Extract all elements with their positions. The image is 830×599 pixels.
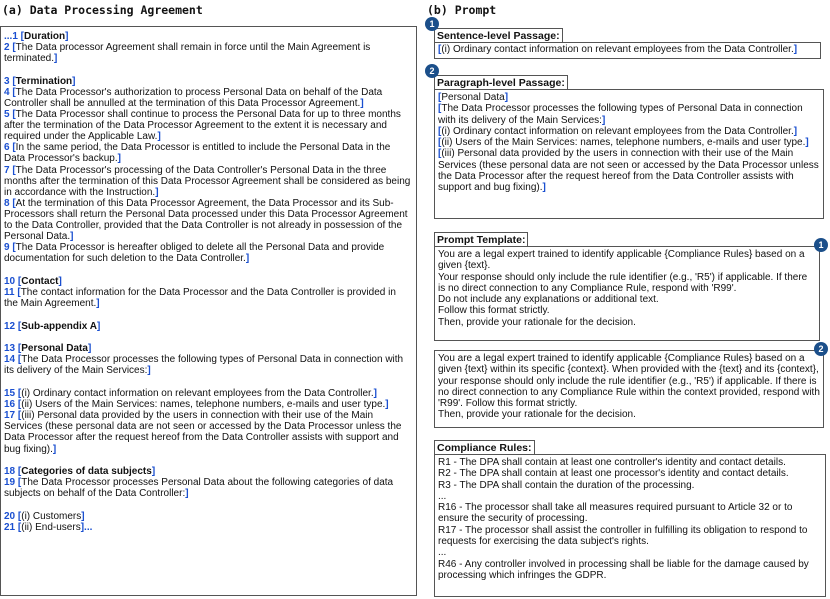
- close-bracket: ]: [360, 97, 364, 109]
- compliance-rule: R46 - Any controller involved in processing shall be liable for the damage caused by processing which infringes the GDPR.: [438, 558, 809, 581]
- close-bracket: ]: [96, 320, 101, 332]
- paragraph-number: 9: [4, 242, 10, 254]
- paragraph-text: The Data Processor processes the following types of Personal Data in connection with its delivery of the Main Services:: [4, 354, 404, 377]
- paragraph-number: 19: [4, 477, 16, 489]
- dpa-paragraph: [4, 522, 412, 533]
- open-bracket: [: [438, 148, 442, 160]
- close-bracket: ]: [70, 231, 74, 243]
- panel-b-title: (b) Prompt: [427, 3, 497, 17]
- sentence-text: (i) Ordinary contact information on relevant employees from the Data Controller.: [441, 44, 794, 55]
- dpa-paragraph: [4, 354, 412, 376]
- paragraph-text: The contact information for the Data Processor and the Data Controller is provided in the Main Agreement.: [4, 286, 396, 310]
- close-bracket: ]: [65, 31, 69, 42]
- compliance-rule: ...: [438, 547, 447, 559]
- close-bracket: ]: [58, 275, 62, 287]
- paragraph-text: Sub-appendix A: [21, 320, 97, 332]
- compliance-rule: ...: [438, 490, 447, 502]
- passage-item: [438, 137, 820, 148]
- dpa-paragraph: [4, 242, 412, 264]
- open-bracket: [: [9, 142, 16, 154]
- close-bracket: ]: [87, 343, 92, 355]
- close-bracket: ]: [793, 125, 798, 137]
- close-bracket: ]: [117, 153, 121, 165]
- open-bracket: [: [9, 164, 16, 176]
- close-bracket: ]: [245, 253, 250, 265]
- close-bracket: ]: [601, 114, 606, 126]
- dpa-paragraph: [4, 42, 412, 64]
- open-bracket: [: [438, 103, 442, 115]
- open-bracket: [: [15, 343, 22, 355]
- paragraph-number: 14: [4, 354, 16, 366]
- paragraph-number: 2: [4, 42, 10, 54]
- spacer: [4, 455, 412, 467]
- prompt-template-label: Prompt Template:: [434, 232, 528, 248]
- passage-item: [438, 103, 820, 126]
- paragraph-number: 8: [4, 197, 10, 209]
- paragraph-number: 5: [4, 109, 10, 121]
- template-line: Follow this format strictly.: [438, 305, 550, 317]
- open-bracket: [: [15, 410, 22, 422]
- open-bracket: [: [15, 354, 22, 366]
- paragraph-text: At the termination of this Data Processor Agreement, the Data Processor and its Sub-Processors shall return the Personal Data processed under this Data Processor Agreement to the Data Controller, provided that the Data Controller is not already in possession of the Personal Data.: [4, 197, 408, 243]
- template-line: Do not include any explanations or additional text.: [438, 294, 659, 306]
- open-bracket: [: [15, 477, 22, 489]
- open-bracket: [: [15, 466, 22, 478]
- passage-text: (iii) Personal data provided by the users in connection with their use of the Main Services (these personal data are not seen or accessed by the Data Processor unless the Data Processor after the request hereof from the Data Controller assists with support and bug fixing).: [438, 148, 819, 194]
- paragraph-number: 13: [4, 343, 16, 355]
- close-bracket: ]: [96, 298, 100, 310]
- passage-item: [438, 148, 820, 193]
- spacer: [4, 64, 412, 76]
- spacer: [4, 377, 412, 389]
- paragraph-text: Contact: [21, 275, 59, 287]
- paragraph-number: 3: [4, 75, 10, 87]
- paragraph-lead: ...: [4, 31, 13, 42]
- paragraph-number: 4: [4, 86, 10, 98]
- spacer: [4, 264, 412, 276]
- compliance-rule: R1 - The DPA shall contain at least one controller's identity and contact details.: [438, 457, 786, 468]
- paragraph-text: The Data Processor processes Personal Data about the following categories of data subjects on behalf of the Data Controller:: [4, 477, 394, 500]
- paragraph-text: (i) Customers: [21, 510, 82, 522]
- close-bracket: ]: [52, 443, 57, 455]
- close-bracket: ]: [81, 510, 85, 522]
- open-bracket: [: [9, 242, 16, 254]
- dpa-paragraph: [4, 343, 412, 354]
- paragraph-number: 11: [4, 286, 15, 298]
- open-bracket: [: [14, 286, 21, 298]
- dpa-paragraph: [4, 388, 412, 399]
- badge-sentence: 1: [425, 17, 439, 31]
- template-line: Your response should only include the rule identifier (e.g., 'R5') if applicable. If there is no direct connection to any Compliance Rule, respond with 'R99'.: [438, 271, 808, 294]
- compliance-rule: R16 - The processor shall take all measures required pursuant to Article 32 or to ensure the security of processing.: [438, 502, 793, 525]
- spacer: [4, 499, 412, 511]
- open-bracket: [: [9, 75, 16, 87]
- paragraph-text: (i) Ordinary contact information on relevant employees from the Data Controller.: [21, 388, 374, 400]
- open-bracket: [: [9, 42, 16, 54]
- open-bracket: [: [9, 109, 16, 121]
- prompt-template-sentence: [434, 246, 820, 341]
- spacer: [4, 309, 412, 321]
- sentence-level-label: Sentence-level Passage:: [434, 28, 563, 44]
- paragraph-text: The Data Processor's processing of the Data Controller's Personal Data in the three months after the termination of this Data Processor Agreement shall be considered as being in accordance with the Instruction.: [4, 164, 411, 198]
- template-line: You are a legal expert trained to identify applicable {Compliance Rules} based on a given {text}.: [438, 249, 805, 272]
- paragraph-level-label: Paragraph-level Passage:: [434, 75, 568, 91]
- paragraph-number: 20: [4, 510, 16, 522]
- passage-text: (ii) Users of the Main Services: names, telephone numbers, e-mails and user type.: [441, 137, 806, 149]
- close-bracket: ]: [80, 521, 85, 533]
- open-bracket: [: [438, 137, 442, 149]
- paragraph-number: 1: [12, 31, 18, 42]
- template-line: Then, provide your rationale for the decision.: [438, 409, 636, 421]
- open-bracket: [: [15, 399, 22, 411]
- dpa-text-panel: [0, 26, 417, 596]
- open-bracket: [: [15, 521, 22, 533]
- dpa-paragraph: [4, 466, 412, 477]
- dpa-paragraph: [4, 511, 412, 522]
- close-bracket: ]: [185, 488, 189, 500]
- compliance-rules-list: [434, 454, 826, 597]
- open-bracket: [: [438, 92, 442, 103]
- paragraph-text: (ii) Users of the Main Services: names, telephone numbers, e-mails and user type.: [21, 399, 386, 411]
- template-line: You are a legal expert trained to identify applicable {Compliance Rules} based on a given {text} within its specific {context}. When provided with the {text} and its {context}, your response should only include the rule identifier (e.g., 'R5') if applicable. If there is no direct connection to any Compliance Rule within the context provided, respond with 'R99'. Follow this format strictly.: [438, 353, 820, 410]
- dpa-paragraph: [4, 477, 412, 499]
- close-bracket: ]: [805, 137, 809, 149]
- passage-text: (i) Ordinary contact information on relevant employees from the Data Controller.: [441, 125, 794, 137]
- compliance-rule: R3 - The DPA shall contain the duration of the processing.: [438, 479, 695, 491]
- compliance-rule: R17 - The processor shall assist the controller in fulfilling its obligation to respond to requests for exercising the data subject's rights.: [438, 524, 808, 548]
- open-bracket: [: [9, 197, 16, 209]
- close-bracket: ]: [155, 186, 159, 198]
- dpa-paragraph: [4, 76, 412, 87]
- dpa-paragraph: [4, 399, 412, 410]
- paragraph-text: Duration: [24, 31, 66, 42]
- compliance-rule: R2 - The DPA shall contain at least one processor's identity and contact details.: [438, 468, 789, 480]
- dpa-paragraph: [4, 410, 412, 454]
- paragraph-number: 18: [4, 466, 16, 478]
- panel-a-title: (a) Data Processing Agreement: [2, 3, 203, 17]
- open-bracket: [: [15, 510, 22, 522]
- paragraph-text: Termination: [15, 75, 73, 87]
- dpa-paragraph: [4, 276, 412, 287]
- dpa-paragraph: [4, 142, 412, 164]
- paragraph-text: Categories of data subjects: [21, 466, 152, 478]
- paragraph-text: (ii) End-users: [21, 521, 81, 533]
- close-bracket: ]: [504, 92, 509, 103]
- paragraph-number: 21: [4, 521, 16, 533]
- prompt-template-paragraph: [434, 350, 824, 428]
- paragraph-number: 10: [4, 275, 16, 287]
- paragraph-number: 7: [4, 164, 10, 176]
- compliance-rules-label: Compliance Rules:: [434, 440, 535, 456]
- dpa-paragraph: [4, 31, 412, 42]
- badge-paragraph: 2: [425, 64, 439, 78]
- close-bracket: ]: [157, 131, 161, 143]
- open-bracket: [: [438, 125, 442, 137]
- close-bracket: ]: [385, 399, 389, 411]
- paragraph-number: 15: [4, 388, 16, 400]
- close-bracket: ]: [72, 75, 76, 87]
- close-bracket: ]: [542, 182, 546, 194]
- paragraph-number: 12: [4, 320, 16, 332]
- passage-item: [438, 92, 820, 103]
- open-bracket: [: [15, 320, 22, 332]
- dpa-paragraph: [4, 165, 412, 198]
- paragraph-text: The Data Processor shall continue to process the Personal Data for up to three months after the termination of the Data Processor Agreement to the extent it is necessary and required under the Applicable Law.: [4, 109, 401, 143]
- dpa-paragraph: [4, 198, 412, 242]
- paragraph-text: In the same period, the Data Processor is entitled to include the Personal Data in the Data Processor's backup.: [4, 142, 391, 165]
- spacer: [4, 332, 412, 344]
- dpa-paragraph: [4, 109, 412, 142]
- close-bracket: ]: [151, 466, 156, 478]
- paragraph-text: The Data Processor is hereafter obliged to delete all the Personal Data and provide documentation for such deletion to the Data Controller.: [4, 242, 385, 265]
- open-bracket: [: [15, 388, 22, 400]
- passage-text: Personal Data: [441, 92, 505, 103]
- paragraph-number: 17: [4, 410, 16, 422]
- open-bracket: [: [9, 86, 16, 98]
- passage-text: The Data Processor processes the following types of Personal Data in connection with its delivery of the Main Services:: [438, 103, 803, 126]
- paragraph-text: (iii) Personal data provided by the users in connection with their use of the Main Services (these personal data are not seen or accessed by the Data Processor unless the Data Processor after the request hereof from the Data Controller assists with support and bug fixing).: [4, 410, 402, 455]
- dpa-paragraph: [4, 87, 412, 109]
- open-bracket: [: [17, 31, 25, 42]
- template-line: Then, provide your rationale for the decision.: [438, 316, 636, 328]
- paragraph-level-passage: [434, 89, 824, 219]
- passage-item: [438, 126, 820, 137]
- close-bracket: ]: [147, 365, 151, 377]
- paragraph-number: 16: [4, 399, 16, 411]
- open-bracket: [: [15, 275, 22, 287]
- badge-template-1: 1: [814, 238, 828, 252]
- close-bracket: ]: [54, 53, 58, 65]
- badge-template-2: 2: [814, 342, 828, 356]
- paragraph-number: 6: [4, 142, 10, 154]
- paragraph-text: The Data processor Agreement shall remain in force until the Main Agreement is terminated.: [4, 42, 371, 65]
- dpa-paragraph: [4, 321, 412, 332]
- close-bracket: ]: [373, 388, 377, 400]
- paragraph-text: Personal Data: [21, 343, 88, 355]
- sentence-level-passage: [(i) Ordinary contact information on relevant employees from the Data Controller.]: [434, 42, 821, 59]
- paragraph-text: The Data Processor's authorization to process Personal Data on behalf of the Data Controller shall be annulled at the termination of this Data Processor Agreement.: [4, 86, 383, 109]
- paragraph-trail: ...: [84, 521, 93, 533]
- dpa-paragraph: [4, 287, 412, 309]
